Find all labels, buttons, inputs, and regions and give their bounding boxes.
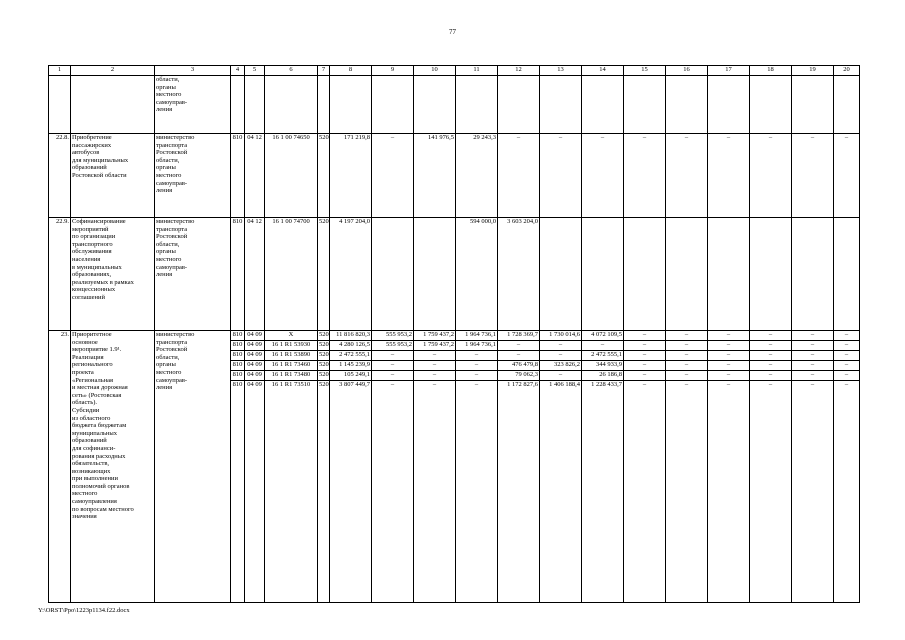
value-cell: 810 (231, 134, 245, 218)
value-cell: – (666, 331, 708, 341)
value-cell (750, 218, 792, 331)
value-cell: – (414, 381, 456, 603)
value-cell: 1 172 827,6 (498, 381, 540, 603)
value-cell: – (414, 371, 456, 381)
table-row-22-9 (49, 218, 860, 331)
value-cell: 2 472 555,1 (330, 351, 372, 361)
value-cell: – (456, 351, 498, 361)
value-cell (792, 218, 834, 331)
value-cell: 4 197 204,0 (330, 218, 372, 331)
row-name: Софинансирование мероприятий по организации транспортного обслуживания населения в муниципальных образованиях, реализуемых в рамках концессионных соглашений (71, 218, 155, 331)
value-cell: 1 406 188,4 (540, 381, 582, 603)
value-cell: 3 603 204,0 (498, 218, 540, 331)
value-cell: 16 1 R1 53890 (265, 351, 318, 361)
value-cell: – (708, 361, 750, 371)
value-cell: – (624, 341, 666, 351)
value-cell: – (792, 371, 834, 381)
value-cell: 04 09 (245, 341, 265, 351)
table-row-22-8 (49, 134, 860, 218)
value-cell (372, 218, 414, 331)
value-cell: 520 (318, 381, 330, 603)
value-cell: 04 09 (245, 371, 265, 381)
column-header: 5 (245, 66, 265, 76)
footer-path: Y:\ORST\Ppo\1223p1134.f22.docx (38, 607, 130, 614)
value-cell: 520 (318, 134, 330, 218)
value-cell: – (834, 341, 860, 351)
column-header: 15 (624, 66, 666, 76)
value-cell: – (750, 371, 792, 381)
value-cell: 810 (231, 381, 245, 603)
value-cell: – (456, 381, 498, 603)
column-header: 19 (792, 66, 834, 76)
value-cell: – (750, 341, 792, 351)
value-cell: – (456, 371, 498, 381)
value-cell: – (414, 351, 456, 361)
value-cell: 555 953,2 (372, 341, 414, 351)
value-cell: 04 09 (245, 361, 265, 371)
value-cell (708, 218, 750, 331)
value-cell: – (666, 371, 708, 381)
value-cell: 1 964 736,1 (456, 341, 498, 351)
row-name: Приоритетное основное мероприятие 1.9¹. Реализация регионального проекта «Региональная и местная дорожная сеть» (Ростовская область). Субсидии из областного бюджета бюджетам муниципальных образований для софинанси- рования расходных обязательств, возникающих при выполнении полномочий органов местного самоуправления по вопросам местного значения (71, 331, 155, 603)
value-cell: – (708, 371, 750, 381)
row-name: Приобретение пассажирских автобусов для муниципальных образований Ростовской области (71, 134, 155, 218)
value-cell: 323 826,2 (540, 361, 582, 371)
header-row (49, 66, 860, 76)
value-cell: 4 280 126,5 (330, 341, 372, 351)
value-cell: – (372, 371, 414, 381)
value-cell: 16 1 R1 73510 (265, 381, 318, 603)
column-header: 9 (372, 66, 414, 76)
value-cell: 1 228 433,7 (582, 381, 624, 603)
value-cell: 04 12 (245, 218, 265, 331)
column-header: 14 (582, 66, 624, 76)
value-cell: 141 976,5 (414, 134, 456, 218)
executor-cell: министерство транспорта Ростовской области, органы местного самоуправ- ления (155, 331, 231, 603)
executor-cell: министерство транспорта Ростовской области, органы местного самоуправ- ления (155, 134, 231, 218)
column-header: 13 (540, 66, 582, 76)
value-cell: 810 (231, 361, 245, 371)
column-header: 17 (708, 66, 750, 76)
value-cell: 29 243,3 (456, 134, 498, 218)
value-cell: Х (265, 331, 318, 341)
value-cell: 16 1 R1 73480 (265, 371, 318, 381)
value-cell: – (750, 351, 792, 361)
value-cell: 810 (231, 218, 245, 331)
value-cell: 04 09 (245, 381, 265, 603)
value-cell: – (666, 134, 708, 218)
value-cell: 555 953,2 (372, 331, 414, 341)
value-cell: – (624, 331, 666, 341)
value-cell: 16 1 00 74700 (265, 218, 318, 331)
column-header: 1 (49, 66, 71, 76)
value-cell: 476 479,8 (498, 361, 540, 371)
value-cell: – (834, 351, 860, 361)
column-header: 20 (834, 66, 860, 76)
row-number: 22.8. (49, 134, 71, 218)
continuation-row (49, 76, 860, 134)
value-cell: – (372, 361, 414, 371)
value-cell: – (666, 341, 708, 351)
value-cell: 79 062,3 (498, 371, 540, 381)
value-cell: 4 072 109,5 (582, 331, 624, 341)
value-cell (582, 218, 624, 331)
value-cell: – (834, 381, 860, 603)
executor-cell: министерство транспорта Ростовской области, органы местного самоуправ- ления (155, 218, 231, 331)
value-cell: 520 (318, 331, 330, 341)
value-cell: – (624, 351, 666, 361)
column-header: 8 (330, 66, 372, 76)
value-cell: – (708, 331, 750, 341)
value-cell: 344 933,9 (582, 361, 624, 371)
column-header: 18 (750, 66, 792, 76)
value-cell: – (792, 361, 834, 371)
column-header: 6 (265, 66, 318, 76)
row-number: 22.9. (49, 218, 71, 331)
column-header: 4 (231, 66, 245, 76)
value-cell: – (750, 381, 792, 603)
value-cell: 04 09 (245, 351, 265, 361)
value-cell: 520 (318, 341, 330, 351)
value-cell: – (456, 361, 498, 371)
value-cell: 810 (231, 371, 245, 381)
value-cell: – (624, 361, 666, 371)
value-cell: – (624, 134, 666, 218)
value-cell: – (372, 351, 414, 361)
value-cell (414, 218, 456, 331)
value-cell: 1 759 437,2 (414, 341, 456, 351)
value-cell: 520 (318, 371, 330, 381)
value-cell: – (498, 351, 540, 361)
value-cell: – (540, 134, 582, 218)
value-cell: – (666, 381, 708, 603)
value-cell: 2 472 555,1 (582, 351, 624, 361)
column-header: 12 (498, 66, 540, 76)
value-cell: – (582, 134, 624, 218)
value-cell: 16 1 R1 53930 (265, 341, 318, 351)
value-cell: – (414, 361, 456, 371)
value-cell (666, 218, 708, 331)
value-cell: 810 (231, 331, 245, 341)
value-cell: 520 (318, 351, 330, 361)
value-cell: – (834, 134, 860, 218)
column-header: 16 (666, 66, 708, 76)
column-header: 2 (71, 66, 155, 76)
value-cell: 520 (318, 361, 330, 371)
table-row-23-line (49, 331, 860, 341)
value-cell: 1 964 736,1 (456, 331, 498, 341)
value-cell: 594 000,0 (456, 218, 498, 331)
value-cell: 16 1 R1 73460 (265, 361, 318, 371)
value-cell: 105 249,1 (330, 371, 372, 381)
budget-table (48, 65, 860, 603)
value-cell (834, 218, 860, 331)
value-cell: 04 09 (245, 331, 265, 341)
value-cell: – (708, 381, 750, 603)
value-cell: – (834, 331, 860, 341)
column-header: 7 (318, 66, 330, 76)
value-cell: – (666, 351, 708, 361)
column-header: 10 (414, 66, 456, 76)
value-cell: 1 759 437,2 (414, 331, 456, 341)
value-cell: – (666, 361, 708, 371)
value-cell: – (540, 341, 582, 351)
value-cell: – (372, 134, 414, 218)
value-cell: 520 (318, 218, 330, 331)
value-cell: – (624, 381, 666, 603)
executor-cell: области, органы местного самоуправ- ления (155, 76, 231, 134)
value-cell: 04 12 (245, 134, 265, 218)
value-cell: – (708, 134, 750, 218)
value-cell: 810 (231, 341, 245, 351)
value-cell: – (750, 134, 792, 218)
value-cell (540, 218, 582, 331)
value-cell: – (792, 341, 834, 351)
value-cell: – (372, 381, 414, 603)
value-cell (624, 218, 666, 331)
value-cell: – (498, 134, 540, 218)
value-cell: – (792, 331, 834, 341)
value-cell: – (792, 351, 834, 361)
value-cell: – (834, 371, 860, 381)
column-header: 11 (456, 66, 498, 76)
value-cell: 1 728 369,7 (498, 331, 540, 341)
value-cell: – (708, 341, 750, 351)
value-cell: – (708, 351, 750, 361)
column-header: 3 (155, 66, 231, 76)
value-cell: – (834, 361, 860, 371)
value-cell: 1 145 239,9 (330, 361, 372, 371)
value-cell: 16 1 00 74650 (265, 134, 318, 218)
value-cell: 3 807 449,7 (330, 381, 372, 603)
value-cell: – (582, 341, 624, 351)
value-cell: 1 730 014,6 (540, 331, 582, 341)
value-cell: – (750, 331, 792, 341)
value-cell: – (540, 371, 582, 381)
page-number: 77 (449, 28, 456, 36)
value-cell: – (498, 341, 540, 351)
value-cell: 26 186,8 (582, 371, 624, 381)
value-cell: – (540, 351, 582, 361)
value-cell: – (750, 361, 792, 371)
value-cell: – (792, 134, 834, 218)
value-cell: 11 816 820,3 (330, 331, 372, 341)
value-cell: – (624, 371, 666, 381)
value-cell: 810 (231, 351, 245, 361)
value-cell: 171 219,8 (330, 134, 372, 218)
value-cell: – (792, 381, 834, 603)
row-number: 23. (49, 331, 71, 603)
